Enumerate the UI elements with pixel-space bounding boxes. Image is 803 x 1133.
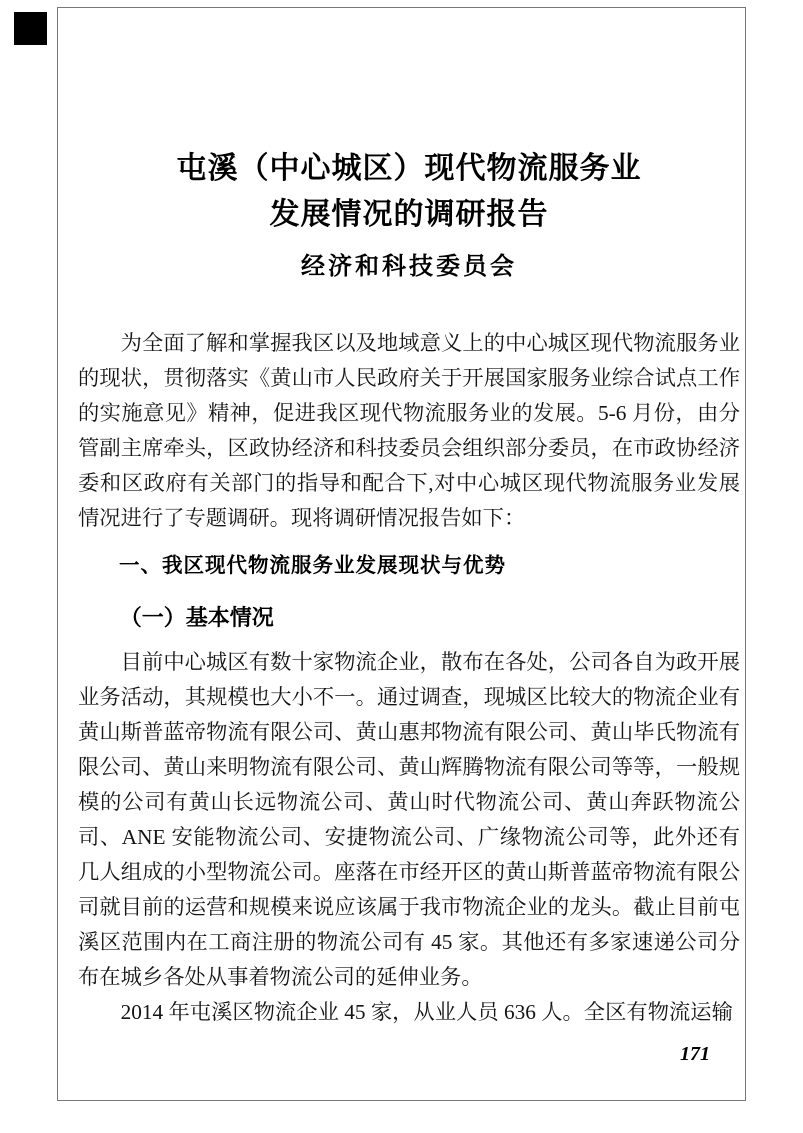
page-number: 171 xyxy=(680,1043,710,1065)
subsection-heading-basic-situation: （一）基本情况 xyxy=(119,605,274,630)
document-title-line-1: 屯溪（中心城区）现代物流服务业 xyxy=(176,152,642,185)
document-content xyxy=(78,0,740,1030)
section-heading-1: 一、我区现代物流服务业发展现状与优势 xyxy=(119,554,506,577)
document-author: 经济和科技委员会 xyxy=(301,254,517,280)
document-title xyxy=(78,146,740,238)
document-title-line-2: 发展情况的调研报告 xyxy=(269,198,549,231)
paragraph-2014-statistics: 2014 年屯溪区物流企业 45 家，从业人员 636 人。全区有物流运输 xyxy=(120,1000,733,1024)
paragraph-intro: 为全面了解和掌握我区以及地域意义上的中心城区现代物流服务业的现状，贯彻落实《黄山市人民政府关于开展国家服务业综合试点工作的实施意见》精神，促进我区现代物流服务业的发展。5-6 月份，由分管副主席牵头，区政协经济和科技委员会组织部分委员，在市政协经济委和区政府有关部门的指导和配合下,对中心城区现代物流服务业发展情况进行了专题调研。现将调研情况报告如下： xyxy=(78,331,740,530)
scan-artifact-square xyxy=(14,12,47,45)
paragraph-basic-situation: 目前中心城区有数十家物流企业，散布在各处，公司各自为政开展业务活动，其规模也大小不一。通过调查，现城区比较大的物流企业有黄山斯普蓝帝物流有限公司、黄山惠邦物流有限公司、黄山毕氏物流有限公司、黄山来明物流有限公司、黄山辉腾物流有限公司等等，一般规模的公司有黄山长远物流公司、黄山时代物流公司、黄山奔跃物流公司、ANE 安能物流公司、安捷物流公司、广缘物流公司等，此外还有几人组成的小型物流公司。座落在市经开区的黄山斯普蓝帝物流有限公司就目前的运营和规模来说应该属于我市物流企业的龙头。截止目前屯溪区范围内在工商注册的物流公司有 45 家。其他还有多家速递公司分布在城乡各处从事着物流公司的延伸业务。 xyxy=(78,650,740,989)
